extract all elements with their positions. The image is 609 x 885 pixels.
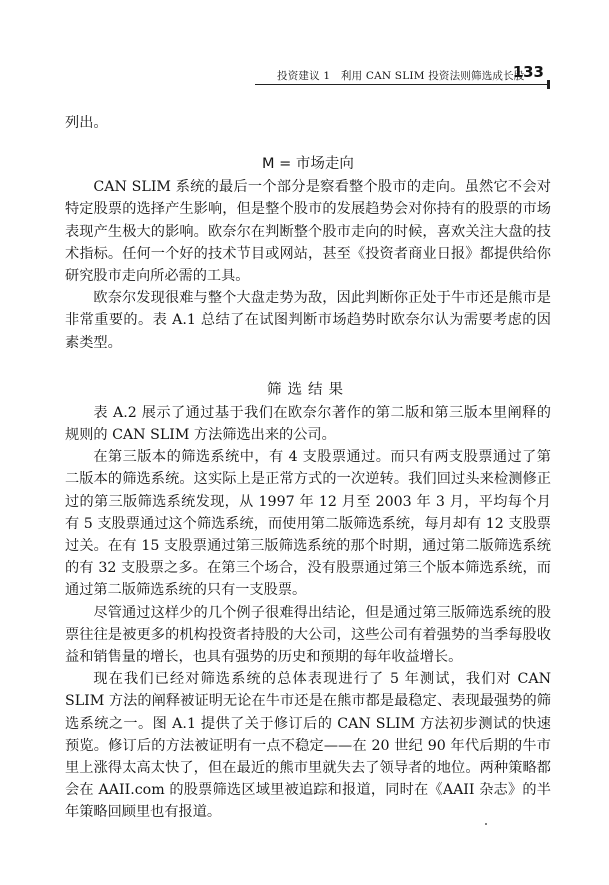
page-number: 133 <box>512 63 544 81</box>
paragraph: 现在我们已经对筛选系统的总体表现进行了 5 年测试，我们对 CAN SLIM 方法的阐释被证明无论在牛市还是在熊市都是最稳定、表现最强势的筛选系统之一。图 A.1 提供了关于修订后的 CAN SLIM 方法初步测试的快速预览。修订后的方法被证明有一点不稳定——在 20 世纪 90 年代后期的牛市里上涨得太高太快了，但在最近的熊市里就失去了领导者的地位。两种策略都会在 AAII.com 的股票筛选区域里被追踪和报道，同时在《AAII 杂志》的半年策略回顾里也有报道。 <box>65 671 551 821</box>
running-header <box>255 63 550 85</box>
paragraph: 尽管通过这样少的几个例子很难得出结论，但是通过第三版筛选系统的股票往往是被更多的机构投资者持股的大公司，这些公司有着强势的当季每股收益和销售量的增长，也具有强势的历史和预期的每年收益增长。 <box>65 604 551 666</box>
paragraph: 表 A.2 展示了通过基于我们在欧奈尔著作的第二版和第三版本里阐释的规则的 CAN SLIM 方法筛选出来的公司。 <box>65 404 551 444</box>
paragraph: CAN SLIM 系统的最后一个部分是察看整个股市的走向。虽然它不会对特定股票的选择产生影响，但是整个股市的发展趋势会对你持有的股票的市场表现产生极大的影响。欧奈尔在判断整个股市走向的时候，喜欢关注大盘的技术指标。任何一个好的技术节目或网站，甚至《投资者商业日报》都提供给你研究股市走向所必需的工具。 <box>65 179 551 285</box>
section-heading-market: M = 市场走向 <box>262 156 354 173</box>
continued-text: 列出。 <box>65 115 108 131</box>
header-rule <box>255 84 550 86</box>
scan-speck <box>485 823 487 825</box>
header-rule-mark <box>547 80 550 89</box>
page-body <box>65 112 551 824</box>
section-heading-results: 筛选结果 <box>267 381 349 398</box>
paragraph: 欧奈尔发现很难与整个大盘走势为敌，因此判断你正处于牛市还是熊市是非常重要的。表 A.1 总结了在试图判断市场趋势时欧奈尔认为需要考虑的因素类型。 <box>65 290 551 351</box>
paragraph: 在第三版本的筛选系统中，有 4 支股票通过。而只有两支股票通过了第二版本的筛选系统。这实际上是正常方式的一次逆转。我们回过头来检测修正过的第三版筛选系统发现，从 1997 年 12 月至 2003 年 3 月，平均每个月有 5 支股票通过这个筛选系统，而使用第二版筛选系统，每月却有 12 支股票过关。在有 15 支股票通过第三版筛选系统的那个时期，通过第二版筛选系统的有 32 支股票之多。在第三个场合，没有股票通过第三个版本筛选系统，而通过第二版筛选系统的只有一支股票。 <box>65 449 551 599</box>
running-title: 投资建议 1 利用 CAN SLIM 投资法则筛选成长股 <box>277 70 525 82</box>
